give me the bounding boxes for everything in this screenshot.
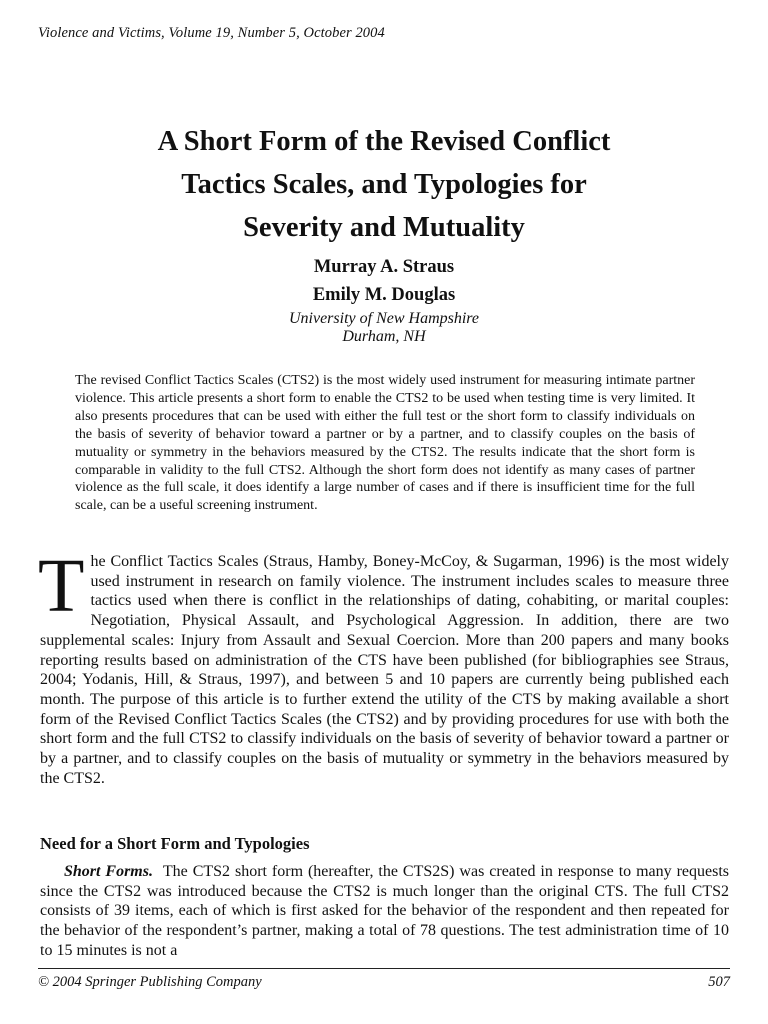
abstract: The revised Conflict Tactics Scales (CTS2) is the most widely used instrument for measuring intimate partner violence. This article presents a short form to enable the CTS2 to be used when testing time is very limited. It also presents procedures that can be used with either the full test or the short form to classify individuals on the basis of severity of behavior toward a partner or by a partner, and to classify couples on the basis of mutuality or symmetry in the behaviors measured by the CTS2. The results indicate that the short form is comparable in validity to the full CTS2. Although the short form does not identify as many cases of partner violence as the full scale, it does identify a large number of cases and if there is insufficient time for the full scale, can be a useful screening instrument. bbox=[75, 373, 695, 514]
article-title bbox=[40, 120, 728, 249]
affiliation-line: Durham, NH bbox=[342, 328, 426, 345]
footer-divider bbox=[38, 968, 730, 969]
journal-citation: Violence and Victims, Volume 19, Number 5, October 2004 bbox=[38, 25, 385, 41]
title-line: Tactics Scales, and Typologies for bbox=[181, 169, 587, 200]
section-heading: Need for a Short Form and Typologies bbox=[40, 834, 310, 853]
intro-paragraph bbox=[38, 544, 729, 788]
page-number: 507 bbox=[708, 974, 730, 990]
section-paragraph bbox=[40, 862, 729, 961]
run-in-heading: Short Forms. bbox=[64, 863, 153, 880]
author-name: Murray A. Straus bbox=[313, 257, 455, 277]
drop-cap: T bbox=[38, 544, 85, 628]
intro-text: he Conflict Tactics Scales (Straus, Hamby, Boney-McCoy, & Sugarman, 1996) is the most widely used instrument in research on family violence. The instrument includes scales to measure three tactics used when there is conflict in the relationships of dating, cohabiting, or marital couples: Negotiation, Physical Assault, and Psychological Aggression. In addition, there are two supplemental scales: Injury from Assault and Sexual Coercion. More than 200 papers and many books reporting results based on administration of the CTS have been published (for bibliographies see Straus, 2004; Yodanis, Hill, & Straus, 1997), and between 5 and 10 papers are currently being published each month. The purpose of this article is to further extend the utility of the CTS by making available a short form of the Revised Conflict Tactics Scales (the CTS2) and by providing procedures for use with both the short form and the full CTS2 to classify individuals on the basis of severity of behavior toward a partner or by a partner, and to classify couples on the basis of mutuality or symmetry in the behaviors measured by the CTS2. bbox=[40, 553, 729, 787]
author-name: Emily M. Douglas bbox=[312, 285, 456, 305]
title-line: A Short Form of the Revised Conflict bbox=[157, 126, 611, 157]
affiliation-line: University of New Hampshire bbox=[288, 310, 480, 327]
copyright-notice: © 2004 Springer Publishing Company bbox=[38, 974, 262, 990]
title-line: Severity and Mutuality bbox=[243, 212, 525, 243]
section-paragraph-text: The CTS2 short form (hereafter, the CTS2S) was created in response to many requests since the CTS2 was introduced because the CTS2 is much longer than the original CTS. The full CTS2 consists of 39 items, each of which is first asked for the behavior of the respondent and then repeated for the behavior of the respondent’s partner, making a total of 78 questions. The test administration time of 10 to 15 minutes is not a bbox=[40, 863, 730, 959]
